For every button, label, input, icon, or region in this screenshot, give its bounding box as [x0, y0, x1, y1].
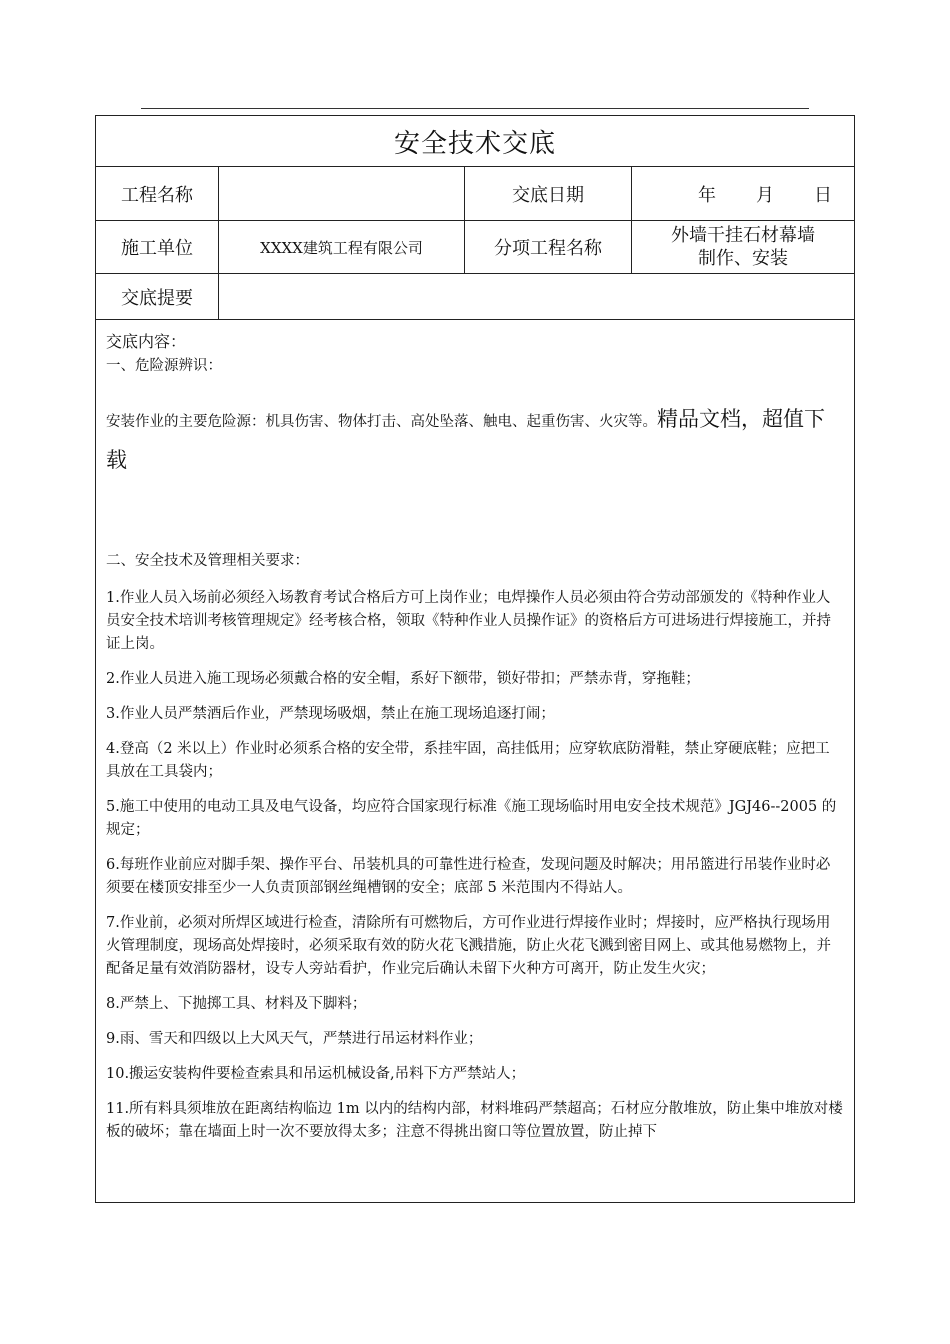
list-item: 3.作业人员严禁酒后作业，严禁现场吸烟，禁止在施工现场追逐打闹； — [106, 706, 555, 722]
section-1-heading: 一、危险源辨识： — [106, 358, 222, 374]
subproject-line-1: 外墙干挂石材幕墙 — [671, 225, 815, 246]
summary-row — [96, 274, 854, 320]
list-item: 4.登高（2 米以上）作业时必须系合格的安全带，系挂牢固，高挂低用；应穿软底防滑鞋，禁止穿硬底鞋；应把工具放在工具袋内； — [106, 741, 830, 780]
unit-label: 施工单位 — [121, 238, 193, 259]
summary-value — [218, 274, 854, 319]
header-rule — [141, 108, 809, 109]
list-item: 8.严禁上、下抛掷工具、材料及下脚料； — [106, 996, 367, 1012]
date-label: 交底日期 — [464, 167, 631, 220]
list-item: 10.搬运安装构件要检查索具和吊运机械设备,吊料下方严禁站人； — [106, 1066, 526, 1082]
unit-value: XXXX建筑工程有限公司 — [218, 221, 464, 273]
watermark-text: 精品文档，超值下载 — [106, 407, 825, 472]
list-item: 2.作业人员进入施工现场必须戴合格的安全帽，系好下额带，锁好带扣；严禁赤背，穿拖鞋； — [106, 671, 700, 687]
subproject-value — [631, 221, 854, 273]
list-item: 7.作业前，必须对所焊区域进行检查，清除所有可燃物后，方可作业进行焊接作业时；焊接时，应严格执行现场用火管理制度，现场高处焊接时，必须采取有效的防火花飞溅措施，防止火花飞溅到密目网上、或其他易燃物上，并配备足量有效消防器材，设专人旁站看护，作业完后确认未留下火种方可离开，防止发生火灾； — [106, 915, 831, 977]
subproject-label: 分项工程名称 — [464, 221, 631, 273]
form-title: 安全技术交底 — [393, 128, 556, 159]
list-item: 1.作业人员入场前必须经入场教育考试合格后方可上岗作业；电焊操作人员必须由符合劳动部颁发的《特种作业人员安全技术培训考核管理规定》经考核合格，领取《特种作业人员操作证》的资格后方可进场进行焊接施工，并持证上岗。 — [106, 590, 831, 652]
section-2-heading: 二、安全技术及管理相关要求： — [106, 553, 309, 569]
requirements-list — [106, 587, 844, 1144]
unit-row — [96, 221, 854, 274]
disclosure-content — [106, 326, 844, 1156]
disclosure-form — [95, 115, 855, 1203]
content-heading: 交底内容： — [106, 332, 187, 351]
summary-label: 交底提要 — [121, 287, 193, 309]
hazards-text: 安装作业的主要危险源：机具伤害、物体打击、高处坠落、触电、起重伤害、火灾等。 — [106, 414, 657, 430]
list-item: 9.雨、雪天和四级以上大风天气，严禁进行吊运材料作业； — [106, 1031, 483, 1047]
hazards-paragraph — [106, 400, 844, 482]
list-item: 6.每班作业前应对脚手架、操作平台、吊装机具的可靠性进行检查，发现问题及时解决；用吊篮进行吊装作业时必须要在楼顶安排至少一人负责顶部钢丝绳槽钢的安全；底部 5 米范围内不得站人。 — [106, 857, 831, 896]
date-day: 日 — [814, 184, 832, 206]
date-month: 月 — [756, 184, 774, 206]
subproject-line-2: 制作、安装 — [698, 248, 788, 269]
list-item: 11.所有料具须堆放在距离结构临边 1m 以内的结构内部，材料堆码严禁超高；石材应分散堆放，防止集中堆放对楼板的破坏；靠在墙面上时一次不要放得太多；注意不得挑出窗口等位置放置，防止掉下 — [106, 1101, 843, 1140]
list-item: 5.施工中使用的电动工具及电气设备，均应符合国家现行标准《施工现场临时用电安全技术规范》JGJ46--2005 的规定； — [106, 799, 837, 838]
date-year: 年 — [698, 184, 716, 206]
project-name-value — [218, 167, 464, 220]
date-value — [631, 167, 854, 220]
project-row — [96, 167, 854, 221]
title-row — [96, 116, 854, 167]
project-name-label: 工程名称 — [121, 184, 193, 206]
